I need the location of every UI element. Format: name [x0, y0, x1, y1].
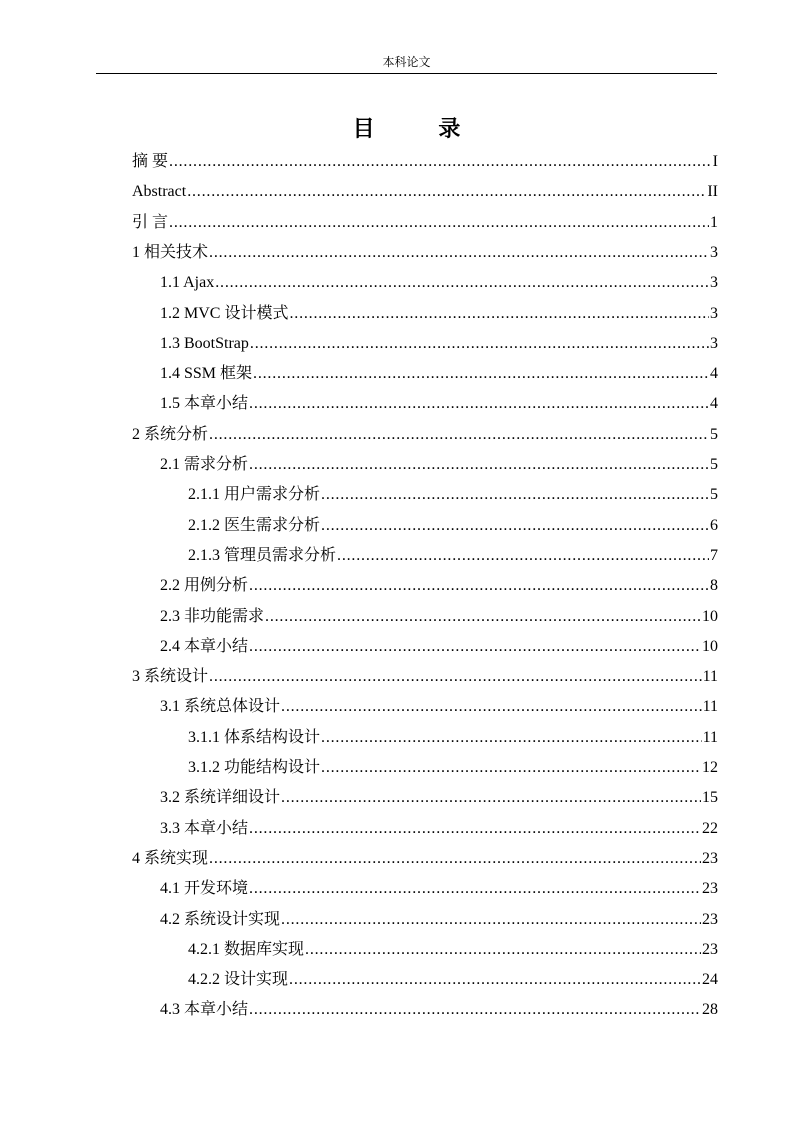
- toc-entry-label: 4 系统实现: [132, 849, 209, 867]
- toc-entry[interactable]: [188, 480, 718, 510]
- toc-entry-label: 3.1.1 体系结构设计: [188, 728, 321, 746]
- toc-entry-page: 7: [710, 546, 718, 564]
- toc-entry[interactable]: [160, 450, 718, 480]
- toc-entry-page: 10: [702, 637, 718, 655]
- toc-entry-page: 5: [710, 425, 718, 443]
- toc-entry[interactable]: [132, 238, 718, 268]
- toc-entry[interactable]: [160, 602, 718, 632]
- toc-entry[interactable]: [132, 208, 718, 238]
- toc-entry[interactable]: [160, 905, 718, 935]
- toc-entry-label: 摘 要: [132, 153, 169, 170]
- toc-entry-page: 22: [702, 819, 718, 837]
- toc-entry[interactable]: [160, 632, 718, 662]
- toc-entry-page: 3: [710, 304, 718, 322]
- toc-entry-label: 2.4 本章小结: [160, 637, 249, 655]
- toc-entry-page: II: [707, 183, 718, 201]
- toc-entry-page: 10: [702, 607, 718, 625]
- toc-entry-page: 5: [710, 486, 718, 504]
- toc-dot-leader: [289, 965, 701, 995]
- toc-dot-leader: [281, 783, 701, 813]
- toc-entry-label: 3.1.2 功能结构设计: [188, 759, 321, 776]
- toc-entry-label: Abstract: [132, 183, 187, 201]
- toc-entry-label: 3 系统设计: [132, 668, 209, 686]
- toc-dot-leader: [215, 268, 709, 298]
- toc-dot-leader: [249, 995, 701, 1025]
- toc-dot-leader: [249, 450, 709, 480]
- toc-entry[interactable]: [160, 783, 718, 813]
- toc-entry-label: 2.3 非功能需求: [160, 607, 265, 625]
- toc-dot-leader: [265, 602, 701, 632]
- toc-entry-page: 23: [702, 910, 718, 928]
- toc-entry-page: 8: [710, 577, 718, 595]
- toc-entry[interactable]: [132, 177, 718, 207]
- toc-entry[interactable]: [160, 389, 718, 419]
- toc-entry-label: 4.2.1 数据库实现: [188, 940, 305, 958]
- toc-entry-page: 23: [702, 940, 718, 958]
- toc-entry-page: 3: [710, 274, 718, 292]
- toc-entry[interactable]: [188, 965, 718, 995]
- toc-dot-leader: [209, 238, 709, 268]
- toc-dot-leader: [249, 632, 701, 662]
- toc-entry[interactable]: [188, 723, 718, 753]
- toc-entry-page: 11: [702, 668, 718, 686]
- toc-entry-label: 2.1.1 用户需求分析: [188, 486, 321, 504]
- toc-entry-page: 4: [710, 395, 718, 413]
- toc-entry-page: 12: [702, 759, 718, 776]
- toc-dot-leader: [169, 147, 712, 177]
- toc-entry-label: 引 言: [132, 213, 169, 231]
- toc-entry-page: 24: [702, 971, 718, 989]
- toc-entry[interactable]: [160, 874, 718, 904]
- toc-entry-label: 1.4 SSM 框架: [160, 365, 253, 383]
- toc-entry-label: 3.2 系统详细设计: [160, 789, 281, 807]
- toc-dot-leader: [249, 874, 701, 904]
- toc-entry[interactable]: [160, 359, 718, 389]
- toc-entry-page: 4: [710, 365, 718, 383]
- toc-entry[interactable]: [132, 147, 718, 177]
- toc-entry[interactable]: [132, 662, 718, 692]
- toc-entry-label: 2 系统分析: [132, 425, 209, 443]
- toc-entry-label: 4.2.2 设计实现: [188, 971, 289, 989]
- toc-entry[interactable]: [160, 268, 718, 298]
- toc-entry-label: 1.5 本章小结: [160, 395, 249, 413]
- header-rule: [96, 73, 717, 74]
- toc-entry[interactable]: [188, 511, 718, 541]
- toc-entry-page: 11: [702, 728, 718, 746]
- toc-entry-page: 3: [710, 243, 718, 261]
- toc-entry[interactable]: [160, 571, 718, 601]
- toc-entry-label: 4.2 系统设计实现: [160, 910, 281, 928]
- toc-entry[interactable]: [188, 541, 718, 571]
- toc-entry-label: 1 相关技术: [132, 243, 209, 261]
- toc-entry-page: 5: [710, 456, 718, 473]
- toc-dot-leader: [321, 511, 709, 541]
- toc-entry-label: 2.1.3 管理员需求分析: [188, 546, 337, 564]
- toc-entry[interactable]: [160, 692, 718, 722]
- toc-entry-label: 1.2 MVC 设计模式: [160, 304, 289, 322]
- toc-entry-label: 2.1 需求分析: [160, 456, 249, 473]
- toc-entry-label: 3.1 系统总体设计: [160, 698, 281, 716]
- toc-entry-label: 2.1.2 医生需求分析: [188, 516, 321, 534]
- toc-dot-leader: [321, 480, 709, 510]
- toc-entry-page: 23: [702, 849, 718, 867]
- toc-entry-label: 1.3 BootStrap: [160, 334, 249, 352]
- toc-dot-leader: [209, 662, 702, 692]
- toc-entry-page: 28: [702, 1001, 718, 1019]
- toc-entry-label: 2.2 用例分析: [160, 577, 249, 595]
- toc-entry-label: 3.3 本章小结: [160, 819, 249, 837]
- toc-entry-label: 1.1 Ajax: [160, 274, 215, 292]
- toc-dot-leader: [305, 935, 701, 965]
- toc-dot-leader: [321, 723, 702, 753]
- toc-dot-leader: [253, 359, 709, 389]
- toc-dot-leader: [281, 692, 702, 722]
- toc-entry[interactable]: [160, 995, 718, 1025]
- toc-entry-label: 4.3 本章小结: [160, 1001, 249, 1019]
- toc-entry-page: 11: [702, 698, 718, 716]
- toc-dot-leader: [187, 177, 706, 207]
- toc-entry-page: 3: [710, 334, 718, 352]
- toc-entry[interactable]: [188, 935, 718, 965]
- toc-dot-leader: [321, 753, 701, 783]
- toc-dot-leader: [249, 814, 701, 844]
- toc-entry[interactable]: [132, 420, 718, 450]
- toc-entry[interactable]: [160, 329, 718, 359]
- toc-entry[interactable]: [188, 753, 718, 783]
- toc-dot-leader: [289, 299, 709, 329]
- toc-entry-page: I: [712, 153, 718, 170]
- toc-dot-leader: [281, 905, 701, 935]
- toc-entry-page: 23: [702, 880, 718, 898]
- toc-entry-page: 6: [710, 516, 718, 534]
- toc-entry-page: 15: [702, 789, 718, 807]
- toc-dot-leader: [249, 389, 709, 419]
- toc-dot-leader: [337, 541, 709, 571]
- running-header: 本科论文: [382, 55, 431, 69]
- toc-entry-label: 4.1 开发环境: [160, 880, 249, 898]
- toc-dot-leader: [209, 844, 701, 874]
- toc-dot-leader: [250, 329, 709, 359]
- toc-dot-leader: [169, 208, 709, 238]
- toc-dot-leader: [249, 571, 709, 601]
- toc-entry[interactable]: [160, 299, 718, 329]
- toc-entry[interactable]: [160, 814, 718, 844]
- toc-dot-leader: [209, 420, 709, 450]
- toc-entry-page: 1: [710, 213, 718, 231]
- toc-entry[interactable]: [132, 844, 718, 874]
- page-title: 目 录: [352, 117, 489, 142]
